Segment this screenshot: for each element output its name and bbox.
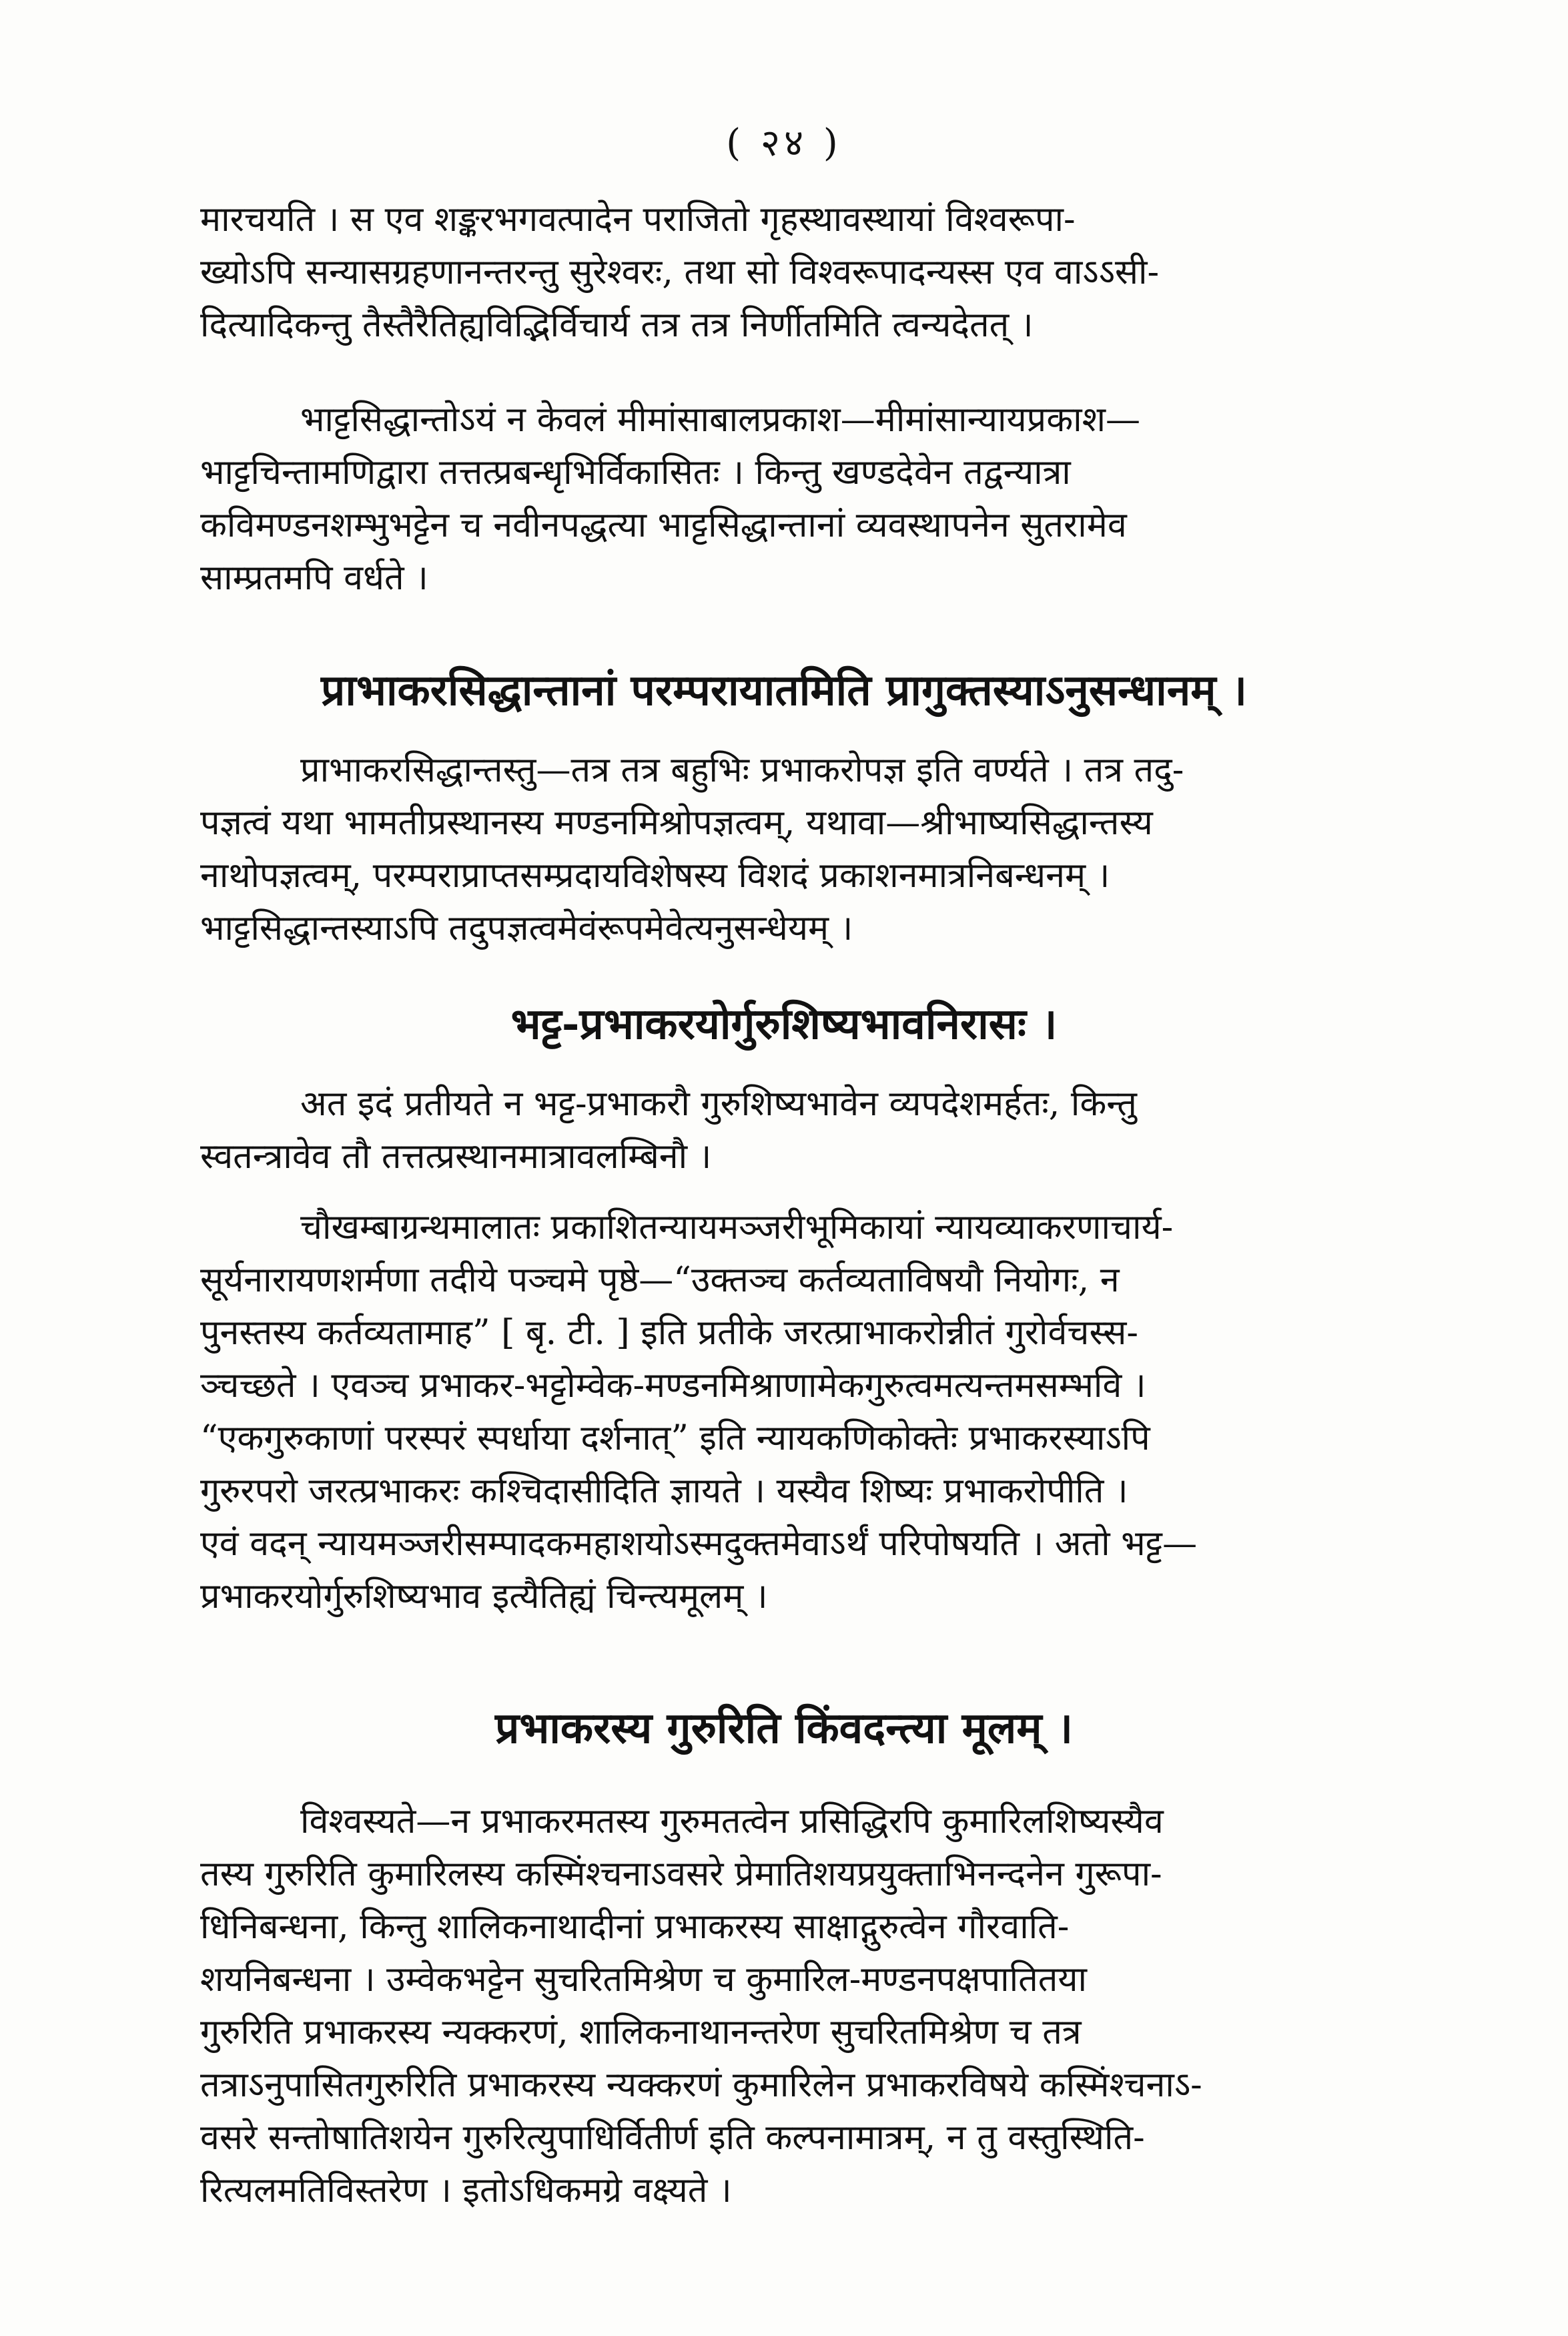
paragraph-6 (200, 1795, 1401, 2217)
text-line: गुरुरिति प्रभाकरस्य न्यक्करणं, शालिकनाथानन्तरेण सुचरितमिश्रेण च तत्र (200, 2012, 1082, 2052)
text-line: एवं वदन् न्यायमञ्जरीसम्पादकमहाशयोऽस्मदुक्तमेवाऽर्थं परिपोषयति । अतो भट्ट— (200, 1524, 1198, 1564)
text-line: पुनस्तस्य कर्तव्यतामाह” [ बृ. टी. ] इति प्रतीके जरत्प्राभाकरोन्नीतं गुरोर्वचस्स- (200, 1313, 1138, 1353)
text-line: वसरे सन्तोषातिशयेन गुरुरित्युपाधिर्वितीर्ण इति कल्पनामात्रम्, न तु वस्तुस्थिति- (200, 2118, 1145, 2158)
paragraph-1 (200, 194, 1401, 352)
text-line: सूर्यनारायणशर्मणा तदीये पञ्चमे पृष्ठे—“उक्तञ्च कर्तव्यताविषयौ नियोगः, न (200, 1260, 1120, 1300)
text-line: साम्प्रतमपि वर्धते । (200, 558, 428, 598)
text-line: अत इदं प्रतीयते न भट्ट-प्रभाकरौ गुरुशिष्यभावेन व्यपदेशमर्हतः, किन्तु (300, 1084, 1137, 1124)
text-line: विश्वस्यते—न प्रभाकरमतस्य गुरुमतत्वेन प्रसिद्धिरपि कुमारिलशिष्यस्यैव (300, 1801, 1164, 1841)
paragraph-4 (200, 1078, 1401, 1183)
text-line: शयनिबन्धना । उम्वेकभट्टेन सुचरितमिश्रेण च कुमारिल-मण्डनपक्षपातितया (200, 1960, 1087, 2000)
text-line: पज्ञत्वं यथा भामतीप्रस्थानस्य मण्डनमिश्रोपज्ञत्वम्, यथावा—श्रीभाष्यसिद्धान्तस्य (200, 803, 1153, 843)
text-line: तस्य गुरुरिति कुमारिलस्य कस्मिंश्चनाऽवसरे प्रेमातिशयप्रयुक्ताभिनन्दनेन गुरूपा- (200, 1854, 1162, 1894)
page-number: ( २४ ) (726, 121, 842, 165)
paragraph-2 (200, 394, 1401, 605)
text-line: नाथोपज्ञत्वम्, परम्पराप्राप्तसम्प्रदायविशेषस्य विशदं प्रकाशनमात्रनिबन्धनम् । (200, 856, 1110, 896)
text-line: ञ्चच्छते । एवञ्च प्रभाकर-भट्टोम्वेक-मण्डनमिश्राणामेकगुरुत्वमत्यन्तमसम्भवि । (200, 1366, 1146, 1406)
text-line: ख्योऽपि सन्यासग्रहणानन्तरन्तु सुरेश्वरः, तथा सो विश्वरूपादन्यस्स एव वाऽऽसी- (200, 252, 1160, 292)
section-heading-2: भट्ट-प्रभाकरयोर्गुरुशिष्यभावनिरासः । (510, 999, 1058, 1049)
section-heading-3: प्रभाकरस्य गुरुरिति किंवदन्त्या मूलम् । (494, 1703, 1074, 1753)
section-heading-1: प्राभाकरसिद्धान्तानां परम्परायातमिति प्रागुक्तस्याऽनुसन्धानम् । (320, 665, 1248, 715)
text-line: भाट्टसिद्धान्तोऽयं न केवलं मीमांसाबालप्रकाश—मीमांसान्यायप्रकाश— (300, 400, 1140, 440)
text-line: तत्राऽनुपासितगुरुरिति प्रभाकरस्य न्यक्करणं कुमारिलेन प्रभाकरविषये कस्मिंश्चनाऽ- (200, 2065, 1202, 2105)
text-line: “एकगुरुकाणां परस्परं स्पर्धाया दर्शनात्” इति न्यायकणिकोक्तेः प्रभाकरस्याऽपि (200, 1418, 1150, 1458)
text-line: भाट्टचिन्तामणिद्वारा तत्तत्प्रबन्धृभिर्विकासितः । किन्तु खण्डदेवेन तद्वन्यात्रा (200, 453, 1071, 493)
paragraph-5 (200, 1201, 1401, 1623)
paragraph-3 (200, 744, 1401, 955)
text-line: कविमण्डनशम्भुभट्टेन च नवीनपद्धत्या भाट्टसिद्धान्तानां व्यवस्थापनेन सुतरामेव (200, 505, 1127, 545)
text-line: स्वतन्त्रावेव तौ तत्तत्प्रस्थानमात्रावलम्बिनौ । (200, 1137, 712, 1177)
text-line: चौखम्बाग्रन्थमालातः प्रकाशितन्यायमञ्जरीभूमिकायां न्यायव्याकरणाचार्य- (300, 1207, 1174, 1247)
text-line: रित्यलमतिविस्तरेण । इतोऽधिकमग्रे वक्ष्यते । (200, 2170, 732, 2211)
text-line: दित्यादिकन्तु तैस्तैरैतिह्यविद्भिर्विचार्य तत्र तत्र निर्णीतमिति त्वन्यदेतत् । (200, 305, 1034, 345)
text-line: धिनिबन्धना, किन्तु शालिकनाथादीनां प्रभाकरस्य साक्षाद्गुरुत्वेन गौरवाति- (200, 1907, 1070, 1947)
text-line: प्राभाकरसिद्धान्तस्तु—तत्र तत्र बहुभिः प्रभाकरोपज्ञ इति वर्ण्यते । तत्र तदु- (300, 750, 1184, 790)
text-line: गुरुरपरो जरत्प्रभाकरः कश्चिदासीदिति ज्ञायते । यस्यैव शिष्यः प्रभाकरोपीति । (200, 1471, 1128, 1511)
text-line: भाट्टसिद्धान्तस्याऽपि तदुपज्ञत्वमेवंरूपमेवेत्यनुसन्धेयम् । (200, 908, 853, 948)
text-line: मारचयति । स एव शङ्करभगवत्पादेन पराजितो गृहस्थावस्थायां विश्वरूपा- (200, 200, 1076, 240)
text-line: प्रभाकरयोर्गुरुशिष्यभाव इत्यैतिह्यं चिन्त्यमूलम् । (200, 1576, 768, 1617)
